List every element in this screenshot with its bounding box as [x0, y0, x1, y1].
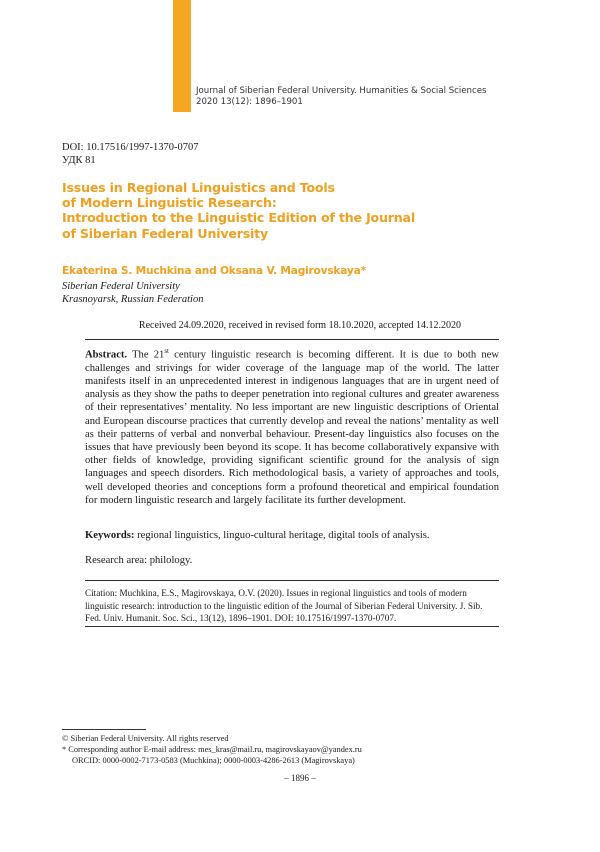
journal-issue: 2020 13(12): 1896–1901 [196, 97, 303, 107]
journal-name: Journal of Siberian Federal University. Humanities & Social Sciences [196, 86, 487, 96]
footnotes [62, 733, 362, 766]
journal-header [196, 86, 487, 108]
title-line: of Siberian Federal University [62, 225, 268, 241]
title-line: of Modern Linguistic Research: [62, 195, 277, 211]
footnote-rule [62, 729, 146, 730]
title-line: Introduction to the Linguistic Edition of the Journal [62, 210, 415, 226]
citation-top-rule [85, 580, 499, 581]
keywords-label: Keywords: [85, 530, 135, 541]
abstract-text: century linguistic research is becoming different. It is due to both new challenges and strivings for wider coverage of the language map of the world. The latter manifests itself in an unprecedented interest in indigenous languages that are in urgent need of analysis as they show the paths to deeper penetration into regional cultures and greater awareness of their representatives’ mentality. No less important are new linguistic descriptions of Oriental and European discourse practices that currently develop and reveal the nations’ mentality as well as their patterns of verbal and nonverbal behaviour. Present-day linguistics also focuses on the issues that have previously been beyond its scope. It has become collaboratively expansive with other fields of knowledge, providing significant scientific ground for the analysis of sign languages and speech disorders. Rich methodological basis, a variety of approaches and tools, well developed theories and conceptions form a profound theoretical and empirical foundation for modern linguistic research and largely facilitate its further development. [85, 349, 499, 506]
abstract-sup: st [164, 347, 169, 355]
abstract [85, 345, 499, 507]
received-dates: Received 24.09.2020, received in revised form 18.10.2020, accepted 14.12.2020 [138, 320, 462, 331]
abstract-top-rule [85, 339, 499, 340]
page-number: – 1896 – [284, 773, 316, 783]
authors: Ekaterina S. Muchkina and Oksana V. Magirovskaya* [62, 265, 366, 277]
affiliation-location: Krasnoyarsk, Russian Federation [62, 294, 204, 305]
keywords [85, 530, 430, 541]
corresponding-author-note: * Corresponding author E-mail address: mes_kras@mail.ru, magirovskayaov@yandex.ru [62, 745, 362, 754]
doi: DOI: 10.17516/1997-1370-0707 [62, 142, 199, 153]
keywords-text: regional linguistics, linguo-cultural heritage, digital tools of analysis. [134, 530, 430, 541]
copyright-note: © Siberian Federal University. All rights reserved [62, 734, 229, 743]
article-title [62, 180, 442, 241]
udc: УДК 81 [62, 155, 96, 166]
abstract-label: Abstract. [85, 349, 128, 361]
affiliation-university: Siberian Federal University [62, 281, 180, 292]
orcid-note: ORCID: 0000-0002-7173-0583 (Muchkina); 0000-0003-4286-2613 (Magirovskaya) [72, 756, 355, 765]
citation-bottom-rule [85, 626, 499, 627]
research-area: Research area: philology. [85, 555, 193, 566]
title-line: Issues in Regional Linguistics and Tools [62, 180, 335, 195]
article-meta [62, 141, 199, 167]
abstract-pre: The 21 [127, 349, 165, 361]
header-accent-bar [173, 0, 191, 112]
affiliation [62, 280, 203, 306]
citation: Citation: Muchkina, E.S., Magirovskaya, O.V. (2020). Issues in regional linguistics and tools of modern linguistic research: introduction to the linguistic edition of the Journal of Siberian Federal University. J. Sib. Fed. Univ. Humanit. Soc. Sci., 13(12), 1896–1901. DOI: 10.17516/1997-1370-0707. [85, 588, 483, 623]
